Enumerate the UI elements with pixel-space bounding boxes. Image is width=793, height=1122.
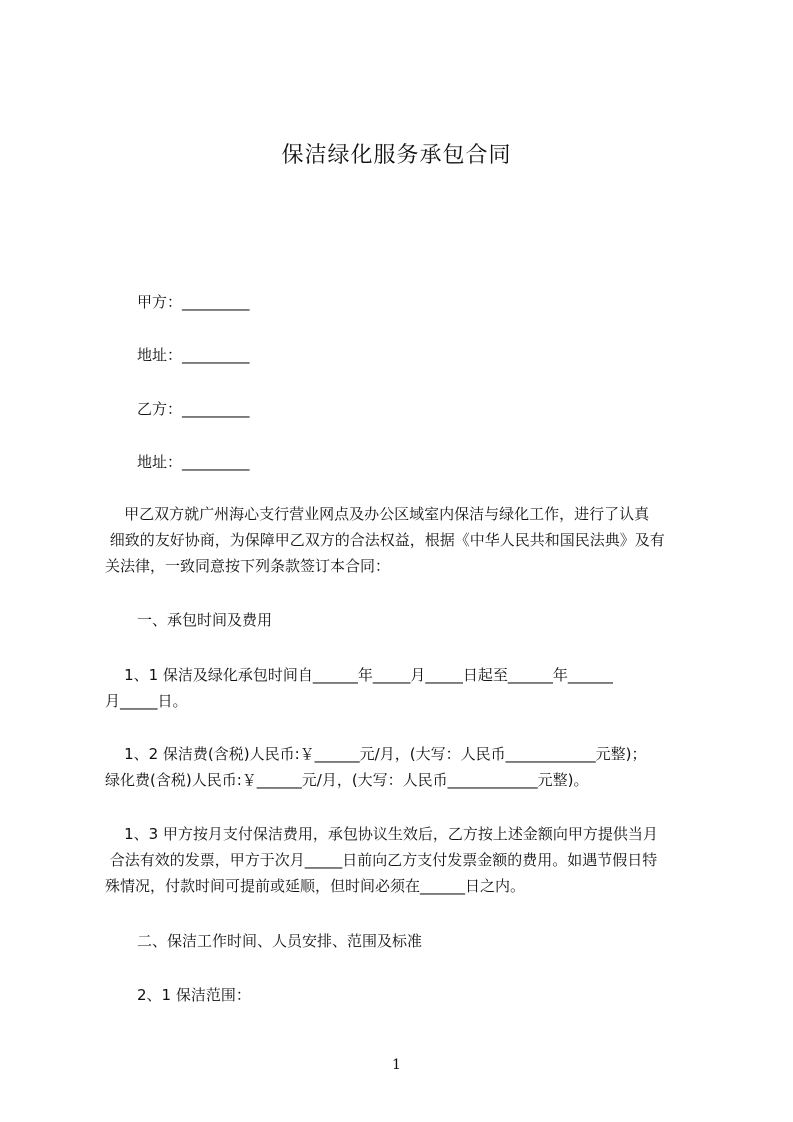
clause-line: 殊情况，付款时间可提前或延顺，但时间必须在______日之内。 <box>105 877 526 895</box>
party-b-address-field: 地址：_________ <box>137 453 250 471</box>
clause-line: 月_____日。 <box>105 692 188 710</box>
clause-line: 绿化费(含税)人民币:￥______元/月，(大写：人民币____________元整)。 <box>105 771 589 789</box>
clause-1-3 <box>105 821 705 899</box>
clause-1-1 <box>105 662 705 714</box>
page-number: 1 <box>392 1057 401 1073</box>
section-2-heading: 二、保洁工作时间、人员安排、范围及标准 <box>137 932 423 950</box>
section-1-heading: 一、承包时间及费用 <box>137 611 273 629</box>
party-a-address-field: 地址：_________ <box>137 346 250 364</box>
intro-paragraph <box>105 501 705 579</box>
clause-line: 1、1 保洁及绿化承包时间自______年_____月_____日起至______年______ <box>105 666 613 684</box>
clause-2-1: 2、1 保洁范围： <box>137 986 251 1004</box>
intro-line: 关法律，一致同意按下列条款签订本合同： <box>105 557 391 575</box>
intro-line: 甲乙双方就广州海心支行营业网点及办公区域室内保洁与绿化工作，进行了认真 <box>105 505 650 523</box>
clause-line: 合法有效的发票，甲方于次月_____日前向乙方支付发票金额的费用。如遇节假日特 <box>105 851 658 869</box>
party-b-field: 乙方：_________ <box>137 400 250 418</box>
intro-line: 细致的友好协商，为保障甲乙双方的合法权益，根据《中华人民共和国民法典》及有 <box>105 531 665 549</box>
clause-line: 1、3 甲方按月支付保洁费用，承包协议生效后，乙方按上述金额向甲方提供当月 <box>105 825 658 843</box>
party-a-field: 甲方：_________ <box>137 293 250 311</box>
clause-1-2 <box>105 741 705 793</box>
document-title: 保洁绿化服务承包合同 <box>281 143 512 168</box>
clause-line: 1、2 保洁费(含税)人民币:￥______元/月，(大写：人民币____________元整)； <box>105 745 647 763</box>
